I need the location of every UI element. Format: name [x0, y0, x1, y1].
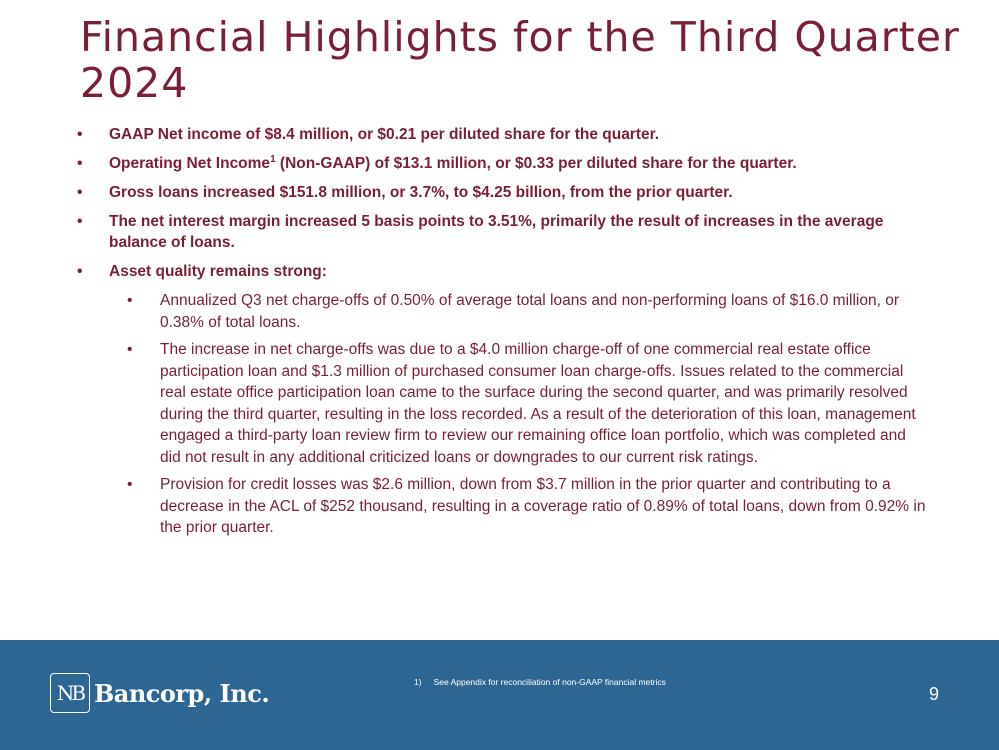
sub-bullet-charge-offs [127, 290, 930, 333]
bullet-text-pre: Operating Net Income [109, 155, 271, 172]
highlights-list [0, 124, 999, 545]
logo-text: Bancorp, Inc. [94, 678, 270, 708]
bullet-operating-net-income [77, 153, 899, 174]
company-logo [50, 670, 269, 716]
sub-bullet-text: Annualized Q3 net charge-offs of 0.50% of average total loans and non-performing loans of $16.0 million, or 0.38% of total loans. [160, 292, 900, 331]
bullet-text: The net interest margin increased 5 basis points to 3.51%, primarily the result of increases in the average balance of loans. [109, 213, 884, 251]
bullet-text: Gross loans increased $151.8 million, or 3.7%, to $4.25 billion, from the prior quarter. [109, 184, 733, 201]
bullet-marker: • [77, 126, 83, 143]
bullet-text: GAAP Net income of $8.4 million, or $0.21 per diluted share for the quarter. [109, 126, 660, 143]
bullet-text: Asset quality remains strong: [109, 263, 327, 280]
sub-bullet-marker: • [127, 476, 133, 493]
sub-bullet-provision [127, 474, 930, 539]
sub-bullet-charge-off-increase [127, 339, 930, 468]
bullet-net-income [77, 124, 899, 145]
bullet-marker: • [77, 213, 83, 230]
page-number: 9 [929, 684, 940, 704]
bullet-net-interest-margin [77, 211, 899, 253]
bullet-asset-quality [77, 261, 899, 282]
bullet-gross-loans [77, 182, 899, 203]
footer-bar [0, 640, 999, 750]
sub-bullet-marker: • [127, 341, 133, 358]
bullet-text-post: (Non-GAAP) of $13.1 million, or $0.33 per diluted share for the quarter. [275, 155, 797, 172]
footnote [414, 677, 666, 687]
bullet-marker: • [77, 155, 83, 172]
footnote-text: See Appendix for reconciliation of non-GAAP financial metrics [433, 677, 666, 687]
sub-bullet-text: The increase in net charge-offs was due to a $4.0 million charge-off of one commercial real estate office participation loan and $1.3 million of purchased consumer loan charge-offs. Issues related to the commercial real estate office participation loan came to the surface during the second quarter, and was primarily resolved during the third quarter, resulting in the loss recorded. As a result of the deterioration of this loan, management engaged a third-party loan review firm to review our remaining office loan portfolio, which was completed and did not result in any additional criticized loans or downgrades to our current risk ratings. [160, 341, 916, 466]
sub-bullet-marker: • [127, 292, 133, 309]
bullet-marker: • [77, 184, 83, 201]
footnote-marker: 1 [270, 153, 276, 165]
sub-bullet-text: Provision for credit losses was $2.6 million, down from $3.7 million in the prior quarter and contributing to a decrease in the ACL of $252 thousand, resulting in a coverage ratio of 0.89% of total loans, down from 0.92% in the prior quarter. [160, 476, 926, 536]
bullet-marker: • [77, 263, 83, 280]
footnote-number: 1) [414, 677, 422, 687]
logo-mark: NB [50, 673, 90, 713]
slide-title: Financial Highlights for the Third Quarter 2024 [80, 13, 960, 107]
